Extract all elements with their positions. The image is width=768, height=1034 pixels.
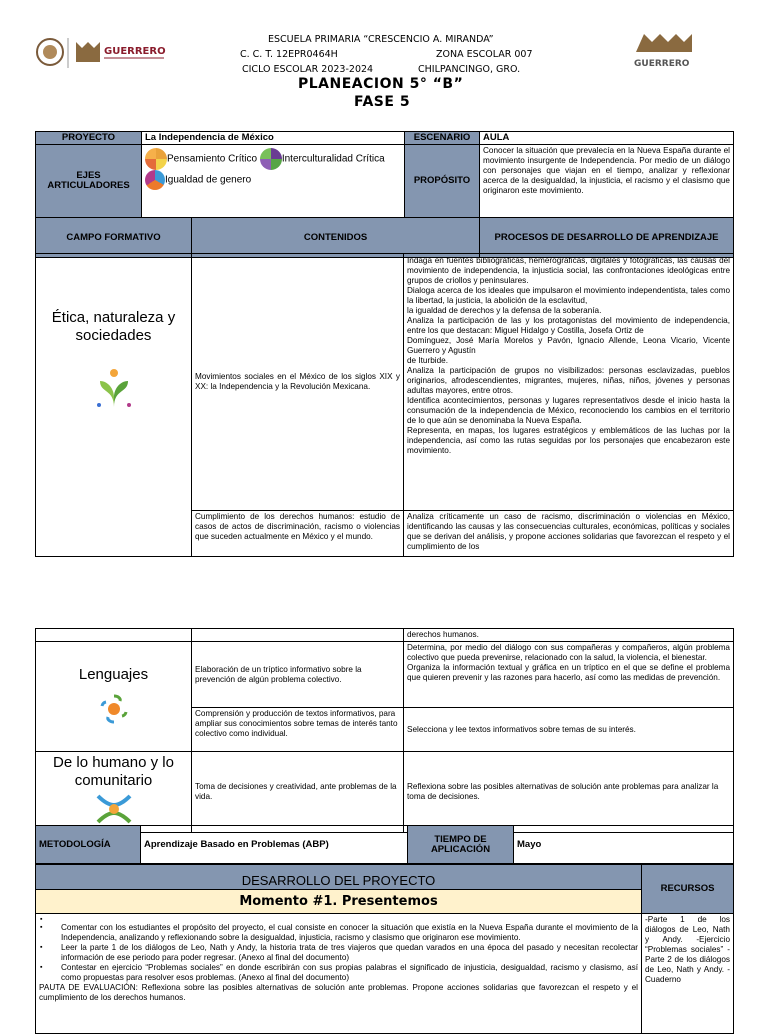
axes-label: EJES ARTICULADORES: [36, 145, 142, 218]
scenario-value: AULA: [480, 132, 734, 145]
etica-table: [35, 253, 734, 557]
activity-item: [49, 915, 638, 923]
lenguajes-process-2: Selecciona y lee textos informativos sobre temas de su interés.: [404, 708, 734, 752]
lenguajes-content-2: Comprensión y producción de textos informativos, para ampliar sus conocimientos sobre temas de interés tanto colectivo como individual.: [192, 708, 404, 752]
activity-item: ▪ Leer la parte 1 de los diálogos de Leo, Nath y Andy, la historia trata de tres viajeros que quedan varados en una época del pasado y necesitan recolectar información de ese periodo para poder regresar. (Anexo al final del documento): [49, 943, 638, 963]
humano-content: Toma de decisiones y creatividad, ante problemas de la vida.: [192, 752, 404, 833]
column-header-procesos: PROCESOS DE DESARROLLO DE APRENDIZAJE: [480, 218, 734, 258]
activity-item: ▪ Comentar con los estudiantes el propósito del proyecto, el cual consiste en conocer la situación que existía en la Nueva España durante el movimiento de la Independencia, analizando y reflexionando sobre la desigualdad, injusticia, racismo y clasismo que originaron ese movimiento.: [49, 923, 638, 943]
resources-label: RECURSOS: [642, 865, 734, 914]
axis-critical-thinking: Pensamiento Crítico: [167, 153, 258, 165]
phase-title: FASE 5: [354, 94, 411, 110]
column-header-contenidos: CONTENIDOS: [192, 218, 480, 258]
etica-content-1: Movimientos sociales en el México de los siglos XIX y XX: la Independencia y la Revolución Mexicana.: [192, 254, 404, 511]
scenario-label: ESCENARIO: [405, 132, 480, 145]
field-lenguajes-name: Lenguajes: [78, 666, 149, 683]
etica-process-2: Analiza críticamente un caso de racismo, discriminación o violencias en México, identificando las causas y las consecuencias culturales, económicas, políticas y sociales que se derivan del análisis, y propone acciones solidarias que favorezcan el respeto y el cumplimiento de los: [404, 511, 734, 557]
methodology-value: Aprendizaje Basado en Problemas (ABP): [141, 826, 408, 864]
axis-gender-equality: Igualdad de genero: [165, 174, 252, 186]
guerrero-government-logo-icon: [34, 30, 174, 74]
planning-table: [35, 131, 734, 258]
column-header-campo: CAMPO FORMATIVO: [36, 218, 192, 258]
field-humano-name: De lo humano y lo comunitario: [53, 754, 174, 789]
interculturality-icon: [260, 148, 282, 170]
empty-content-cell: [192, 629, 404, 642]
resources-list: -Parte 1 de los diálogos de Leo, Nath y Andy. -Ejercicio “Problemas sociales” -Parte 2 de los diálogos de Leo, Nath y Andy. -Cuaderno: [642, 914, 734, 1034]
purpose-text: Conocer la situación que prevalecía en la Nueva España durante el movimiento insurgente de Independencia. Por medio de un diálogo con personajes que viajan en el tiempo, analizar y reflexionar acerca de la desigualdad, la injusticia, el racismo y el clasismo que originaron este movimiento.: [480, 145, 734, 218]
critical-thinking-icon: [145, 148, 167, 170]
methodology-table: [35, 825, 734, 864]
development-table: [35, 864, 734, 1034]
axis-interculturality: Interculturalidad Crítica: [281, 153, 385, 165]
evaluation-guideline: PAUTA DE EVALUACIÓN: Reflexiona sobre las posibles alternativas de solución ante problemas. Propone acciones solidarias que favorezcan el respeto y el cumplimiento de los derechos humanos.: [39, 983, 638, 1002]
activity-item: ▪ Contestar en ejercicio “Problemas sociales” en donde escribirán con sus propias palabras el significado de injusticia, desigualdad, racismo y clasismo, así como propuestas para resolver esos problemas. (Anexo al final del documento): [49, 963, 638, 983]
svg-text:GUERRERO: GUERRERO: [634, 59, 690, 69]
empty-field-cell: [36, 629, 192, 642]
guerrero-state-logo-icon: [628, 30, 720, 70]
activities-list: [39, 915, 638, 983]
project-label: PROYECTO: [36, 132, 142, 145]
field-lenguajes: [36, 642, 192, 752]
axes-cell: [142, 145, 405, 218]
page-title: PLANEACION 5° “B”: [298, 76, 464, 92]
planning-table-continued: [35, 628, 734, 833]
humano-field-icon: [94, 792, 134, 826]
school-cycle: CICLO ESCOLAR 2023-2024: [242, 64, 374, 75]
gender-equality-icon: [145, 170, 165, 190]
development-title: DESARROLLO DEL PROYECTO: [36, 865, 642, 890]
etica-content-2: Cumplimiento de los derechos humanos: estudio de casos de actos de discriminación, racismo o violencias que suceden actualmente en México y el mundo.: [192, 511, 404, 557]
purpose-label: PROPÓSITO: [405, 145, 480, 218]
moment-activities: [36, 914, 642, 1034]
project-value: La Independencia de México: [142, 132, 405, 145]
svg-text:GUERRERO: GUERRERO: [104, 46, 166, 57]
time-value: Mayo: [514, 826, 734, 864]
lenguajes-field-icon: [94, 694, 134, 724]
etica-process-1: Indaga en fuentes bibliográficas, hemerográficas, digitales y fotográficas, las causas del movimiento de independencia, la injusticia social, las confrontaciones ideológicas entre grupos de criollos y peninsulares. Dialoga acerca de los ideales que impulsaron el movimiento independentista, tales como la libertad, la justicia, la abolición de la esclavitud, la igualdad de derechos y la defensa de la soberanía. Analiza la participación de las y los protagonistas del movimiento de independencia, entre los que destacan: Miguel Hidalgo y Costilla, Josefa Ortiz de Domínguez, José María Morelos y Pavón, Ignacio Allende, Leona Vicario, Vicente Guerrero y Agustín de Iturbide. Analiza la participación de grupos no visibilizados: personas esclavizadas, pueblos originarios, afrodescendientes, migrantes, mujeres, niñas, niños, jóvenes y personas adultas mayores, entre otros. Identifica acontecimientos, personas y lugares representativos desde el inicio hasta la consumación de la independencia de México, reconociendo los cambios en el territorio de lo que aún se denominaba la Nueva España. Representa, en mapas, los lugares estratégicos y emblemáticos de las luchas por la independencia, así como las rutas seguidas por los personajes que encabezaron este movimiento.: [404, 254, 734, 511]
page-header: [0, 0, 768, 120]
lenguajes-content-1: Elaboración de un tríptico informativo sobre la prevención de algún problema colectivo.: [192, 642, 404, 708]
etica-process-2-continued: derechos humanos.: [404, 629, 734, 642]
school-zone: ZONA ESCOLAR 007: [436, 49, 533, 60]
humano-process: Reflexiona sobre las posibles alternativas de solución ante problemas para analizar la toma de decisiones.: [404, 752, 734, 833]
field-etica: [36, 254, 192, 557]
moment-title: Momento #1. Presentemos: [36, 890, 642, 914]
lenguajes-process-1: Determina, por medio del diálogo con sus compañeras y compañeros, algún problema colectivo que pueda prevenirse, relacionado con la salud, la violencia, el bienestar. Organiza la información textual y gráfica en un tríptico en el que se define el problema que quieren prevenir y las razones para hacerlo, así como las medidas de prevención.: [404, 642, 734, 708]
time-label: TIEMPO DE APLICACIÓN: [408, 826, 514, 864]
field-humano: [36, 752, 192, 833]
etica-field-icon: [94, 367, 134, 409]
school-cct: C. C. T. 12EPR0464H: [240, 49, 338, 60]
methodology-label: METODOLOGÍA: [36, 826, 141, 864]
school-name: ESCUELA PRIMARIA “CRESCENCIO A. MIRANDA”: [268, 34, 494, 45]
school-city: CHILPANCINGO, GRO.: [418, 64, 521, 75]
field-etica-name: Ética, naturaleza y sociedades: [51, 309, 176, 344]
